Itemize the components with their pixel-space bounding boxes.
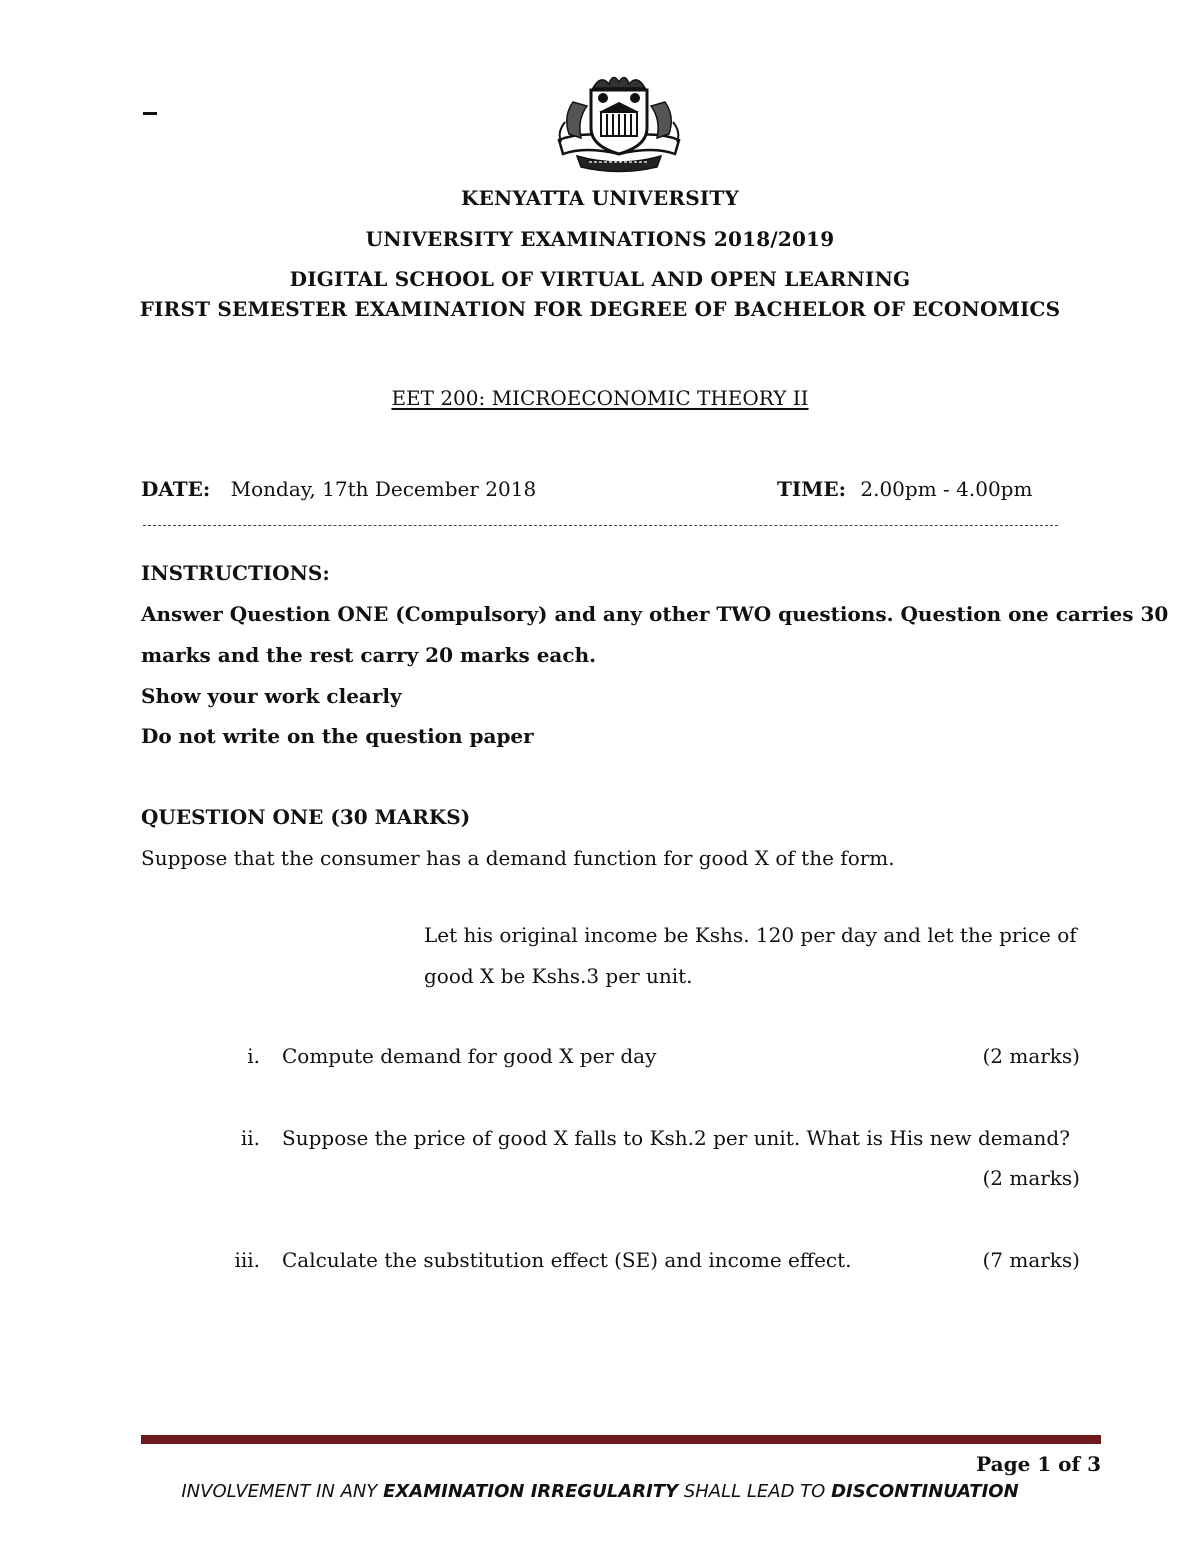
question-one-intro: Suppose that the consumer has a demand function for good X of the form. [141,846,895,870]
time-row [777,477,1032,501]
question-one-title: QUESTION ONE (30 MARKS) [141,805,471,829]
crest-icon [553,72,685,176]
part-text: Calculate the substitution effect (SE) and income effect. [282,1248,852,1272]
instruction-line-4: Do not write on the question paper [141,724,534,748]
course-title: EET 200: MICROECONOMIC THEORY II [391,386,809,410]
date-value: Monday, 17th December 2018 [230,477,537,501]
given-line-1: Let his original income be Kshs. 120 per day and let the price of [424,923,1077,947]
footer-warning [0,1481,1200,1502]
page-number: Page 1 of 3 [976,1452,1101,1476]
part-marks: (7 marks) [982,1248,1080,1272]
given-line-2: good X be Kshs.3 per unit. [424,964,693,988]
university-name: KENYATTA UNIVERSITY [461,186,739,210]
part-number: ii. [240,1126,260,1150]
exam-description: FIRST SEMESTER EXAMINATION FOR DEGREE OF BACHELOR OF ECONOMICS [139,297,1061,321]
footer-warning-part-2: EXAMINATION IRREGULARITY [383,1481,679,1502]
part-text: Suppose the price of good X falls to Ksh.2 per unit. What is His new demand? [282,1126,1070,1150]
university-crest-logo [553,72,685,176]
instruction-line-2: marks and the rest carry 20 marks each. [141,643,597,667]
footer-bar [141,1435,1101,1444]
footer-warning-part-4: DISCONTINUATION [831,1481,1019,1502]
time-value: 2.00pm - 4.00pm [860,477,1033,501]
date-label: DATE: [141,477,211,501]
stray-dash-mark [143,112,157,115]
footer-warning-part-3: SHALL LEAD TO [678,1481,832,1502]
instructions-title: INSTRUCTIONS: [141,561,330,585]
school-name: DIGITAL SCHOOL OF VIRTUAL AND OPEN LEARNING [289,267,911,291]
footer-warning-part-1: INVOLVEMENT IN ANY [181,1481,384,1502]
part-number: i. [247,1044,260,1068]
instruction-line-1: Answer Question ONE (Compulsory) and any other TWO questions. Question one carries 30 [141,602,1169,626]
part-marks: (2 marks) [982,1166,1080,1190]
time-label: TIME: [777,477,847,501]
part-text: Compute demand for good X per day [282,1044,657,1068]
part-marks: (2 marks) [982,1044,1080,1068]
exam-session: UNIVERSITY EXAMINATIONS 2018/2019 [365,227,835,251]
dashed-divider [143,525,1058,526]
date-row [141,477,536,501]
part-number: iii. [234,1248,260,1272]
instruction-line-3: Show your work clearly [141,684,402,708]
